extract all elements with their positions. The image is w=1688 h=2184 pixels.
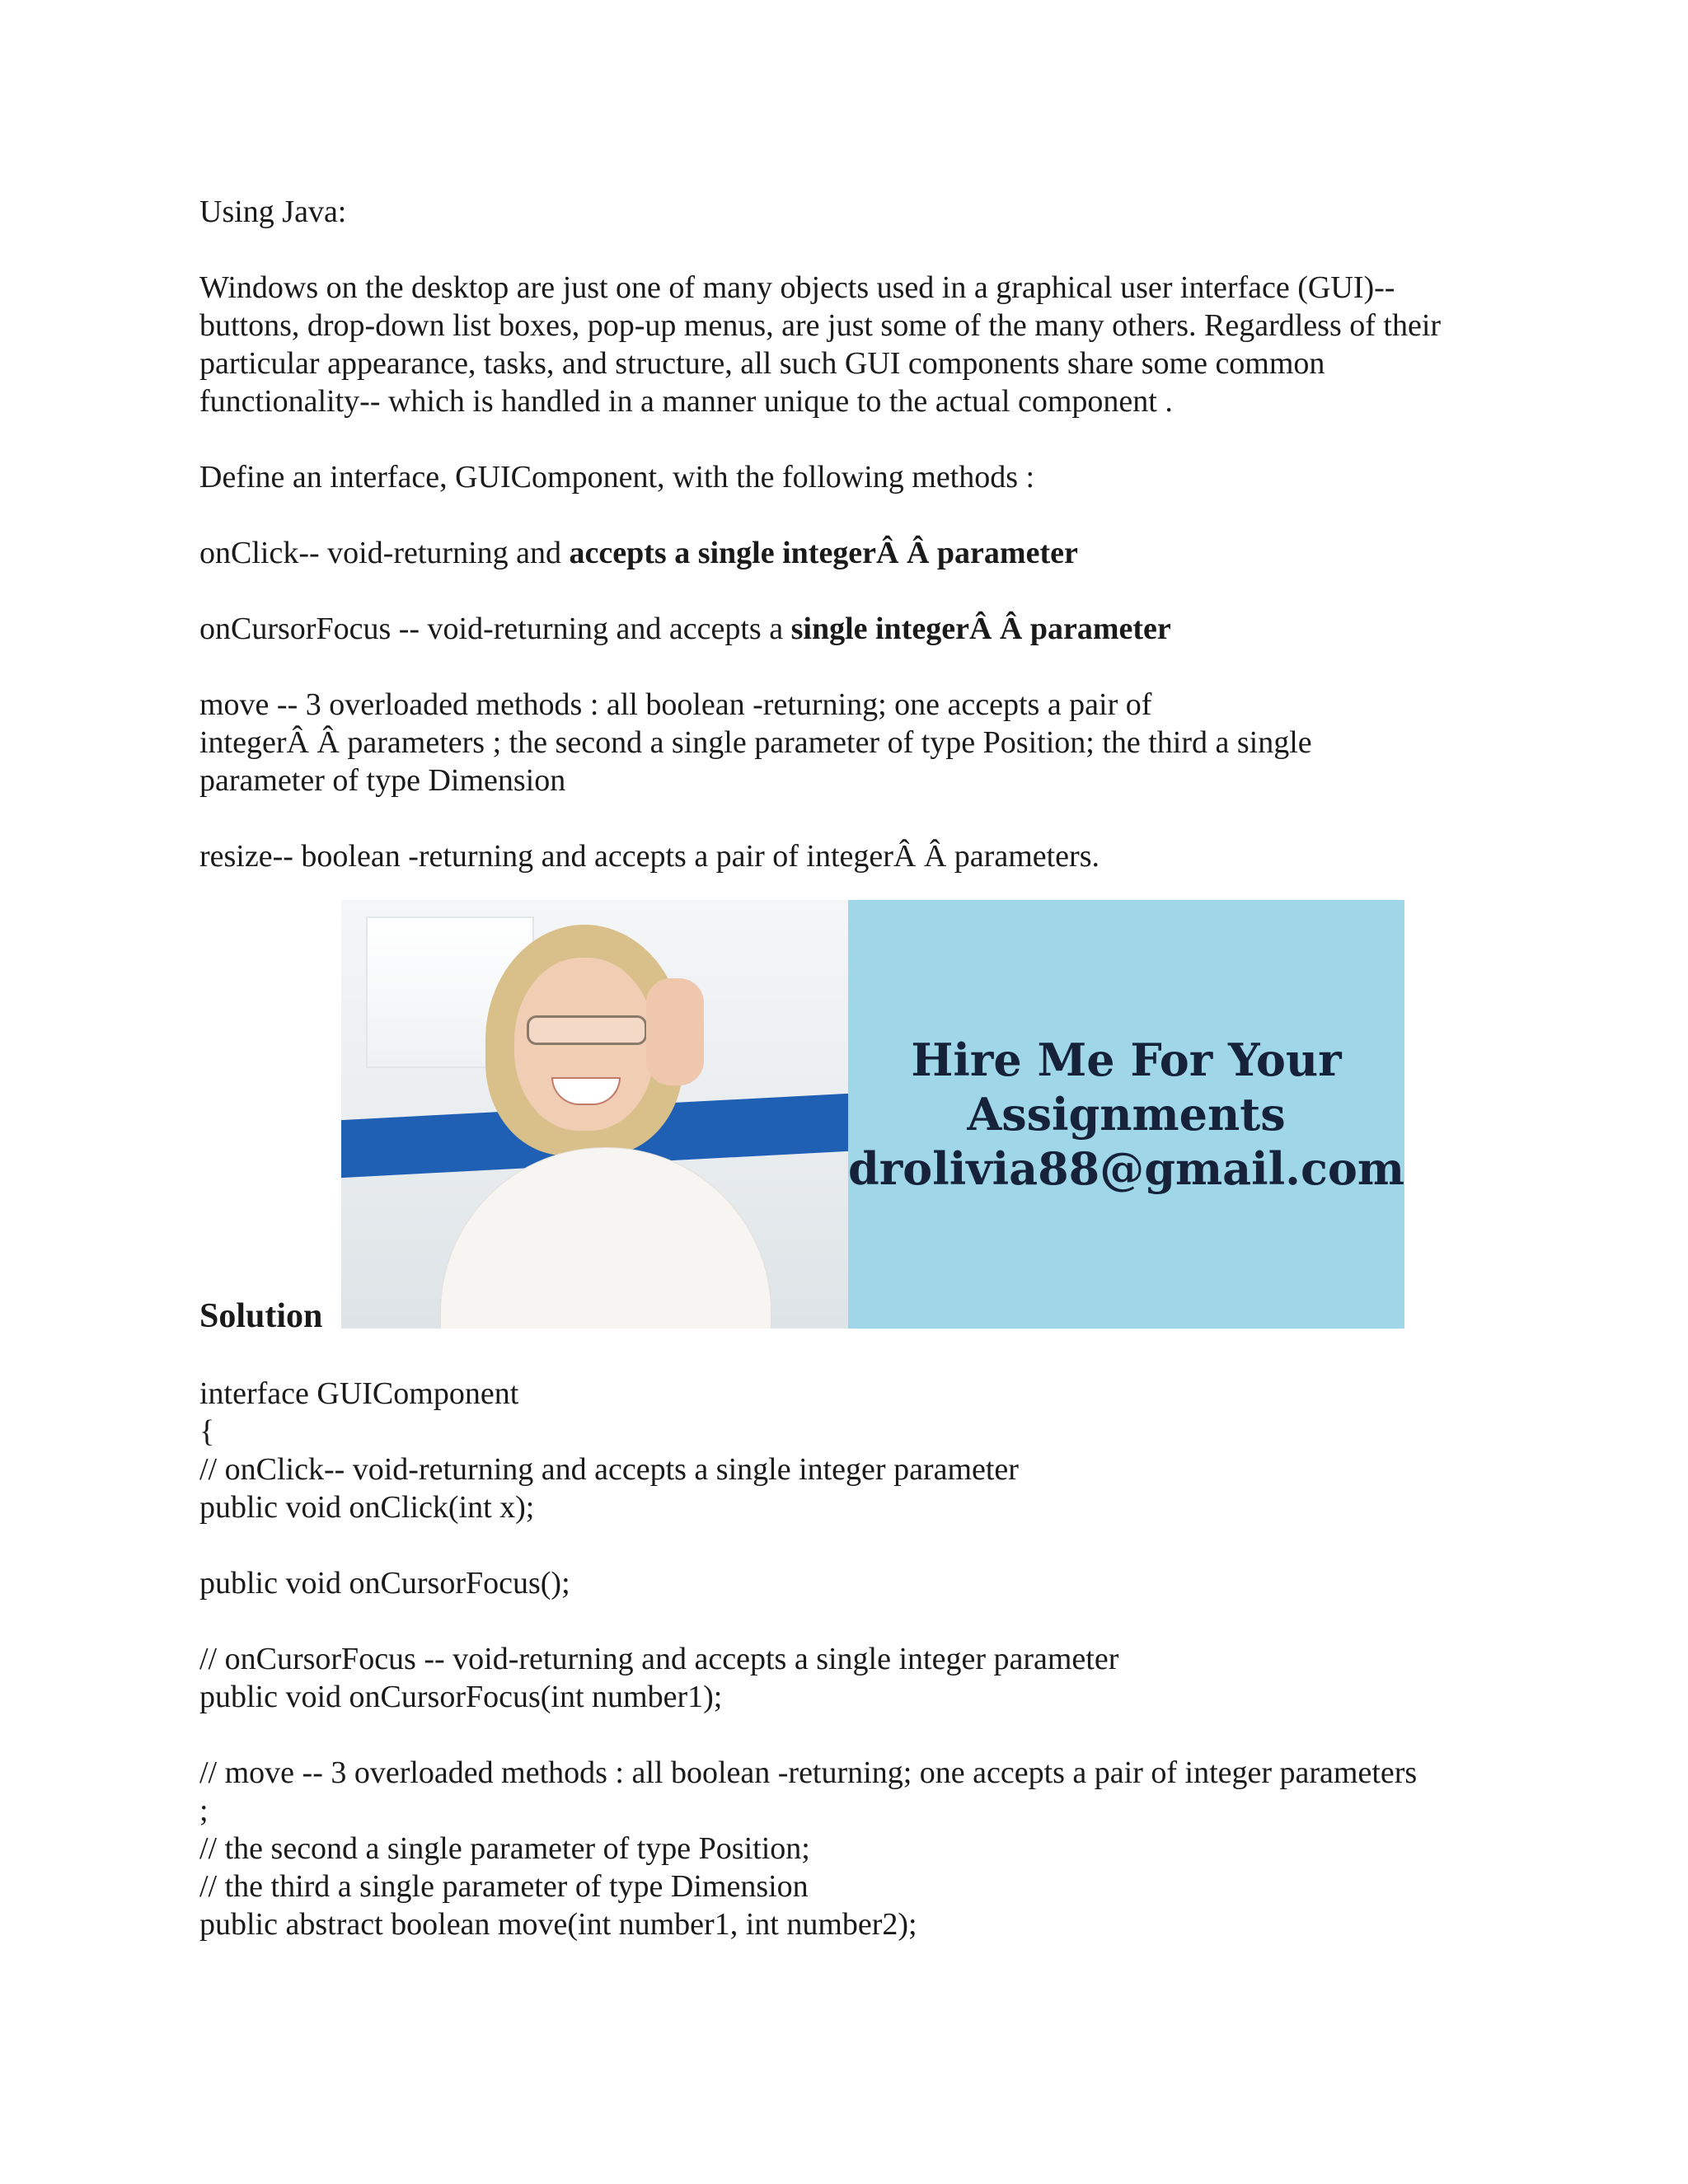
resize-spec: resize-- boolean -returning and accepts a pair of integerÂ Â parameters.: [199, 839, 1100, 874]
onclick-bold: accepts a single integerÂ Â parameter: [569, 536, 1078, 570]
oncursor-bold: single integerÂ Â parameter: [790, 612, 1171, 646]
banner-email: drolivia88@gmail.com: [847, 1142, 1404, 1195]
banner-line-1: Hire Me For Your: [911, 1033, 1342, 1086]
banner-text-panel: [848, 900, 1404, 1329]
oncursor-spec: [199, 610, 1535, 648]
banner-photo: [341, 900, 848, 1329]
onclick-spec: [199, 534, 1535, 572]
code-line: // the third a single parameter of type Dimension: [199, 1869, 809, 1904]
banner-line-2: Assignments: [967, 1088, 1286, 1141]
move-spec-line3: parameter of type Dimension: [199, 763, 566, 798]
solution-banner-row: [199, 900, 1535, 1337]
code-line: {: [199, 1414, 215, 1449]
intro-text: Using Java:: [199, 194, 347, 229]
code-line: public void onClick(int x);: [199, 1490, 535, 1525]
code-line: public void onCursorFocus();: [199, 1566, 570, 1601]
solution-code: [199, 1375, 1535, 1943]
code-line: // onClick-- void-returning and accepts a single integer parameter: [199, 1452, 1019, 1487]
oncursor-prefix: onCursorFocus -- void-returning and accepts a: [199, 612, 791, 646]
code-line: interface GUIComponent: [199, 1376, 519, 1411]
define-text: Define an interface, GUIComponent, with the following methods :: [199, 460, 1035, 494]
code-line: // onCursorFocus -- void-returning and accepts a single integer parameter: [199, 1642, 1119, 1676]
code-line: // move -- 3 overloaded methods : all boolean -returning; one accepts a pair of integer parameters: [199, 1755, 1418, 1790]
question-paragraph: Windows on the desktop are just one of many objects used in a graphical user interface (GUI)-- buttons, drop-down list boxes, pop-up menus, are just some of the many others. Regardless of their particular appearance, tasks, and structure, all such GUI components share some common functionality-- which is handled in a manner unique to the actual component .: [199, 270, 1449, 419]
move-spec-line2: integerÂ Â parameters ; the second a single parameter of type Position; the third a single: [199, 725, 1312, 760]
code-line: // the second a single parameter of type Position;: [199, 1831, 810, 1866]
promo-banner: [341, 900, 1404, 1329]
document-content: [199, 193, 1535, 1943]
code-line: ;: [199, 1793, 209, 1828]
move-spec-line1: move -- 3 overloaded methods : all boolean -returning; one accepts a pair of: [199, 687, 1152, 722]
onclick-prefix: onClick-- void-returning and: [199, 536, 570, 570]
code-line: public abstract boolean move(int number1, int number2);: [199, 1907, 917, 1942]
solution-heading: Solution: [199, 1297, 323, 1335]
code-line: public void onCursorFocus(int number1);: [199, 1680, 723, 1714]
